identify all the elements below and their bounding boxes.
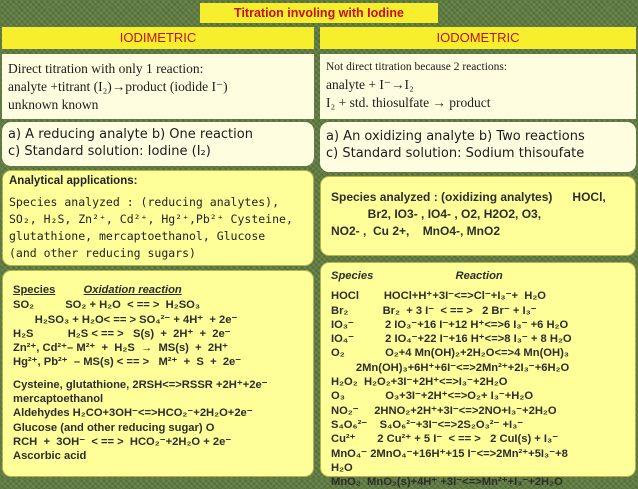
reaction-row: [13, 370, 303, 378]
definition-line: I₂ + std. thiosulfate → product: [326, 95, 491, 110]
table-head-species: Species: [13, 284, 56, 296]
reaction-row: H₂O₂ H₂O₂+3I⁻+2H⁺<=>I₃⁻+2H₂O: [331, 376, 508, 389]
reaction-row: Cysteine, glutathione, 2RSH<=>RSSR +2H⁺+2e⁻: [13, 378, 268, 391]
iodimetric-definition: [2, 54, 314, 119]
feature-line: a) A reducing analyte b) One reaction: [8, 127, 253, 142]
iodimetric-reaction-table: [2, 270, 314, 477]
feature-line: c) Standard solution: Sodium thisoufate: [326, 146, 585, 161]
reaction-row: MnO₄⁻ 2MnO₄⁻+16H⁺+15 I⁻<=>2Mn²⁺+5I₃⁻+8: [331, 447, 568, 460]
reaction-row: S₄O₆²⁻ S₄O₆²⁻+3I⁻<=>2S₂O₃²⁻ +I₃⁻: [331, 418, 524, 431]
table-head-reaction: Oxidation reaction: [83, 284, 182, 296]
table-head-reaction: Reaction: [455, 270, 503, 282]
applications-line: (and other reducing sugars): [9, 246, 196, 260]
definition-line: analyte + I⁻→I₂: [326, 77, 414, 92]
reaction-row: Br₂ Br₂ + 3 I⁻ < == > 2 Br⁻ + I₃⁻: [331, 304, 537, 317]
reaction-row: RCH + 3OH⁻ < == > HCO₂⁻+2H₂O + 2e⁻: [13, 435, 232, 448]
reaction-row: O₂ O₂+4 Mn(OH)₂+2H₂O<=>4 Mn(OH)₃: [331, 347, 569, 360]
iodimetric-features: [2, 122, 314, 166]
definition-note: Not direct titration because 2 reactions:: [326, 61, 508, 73]
feature-line: a) An oxidizing analyte b) Two reactions: [326, 129, 585, 144]
slide-title: Titration involing with Iodine: [200, 3, 438, 23]
species-line: Species analyzed : (oxidizing analytes) HOCl,: [331, 190, 606, 204]
applications-line: Species analyzed : (reducing analytes),: [9, 195, 280, 209]
reaction-row: Cu²⁺ 2 Cu²⁺ + 5 I⁻ < == > 2 CuI(s) + I₃⁻: [331, 433, 559, 446]
iodometric-reaction-table: [320, 262, 636, 489]
reaction-row: Aldehydes H₂CO+3OH⁻<=>HCO₂⁻+2H₂O+2e⁻: [13, 407, 253, 420]
reaction-row: IO₃⁻ 2 IO₃⁻+16 I⁻+12 H⁺<=>6 I₃⁻ +6 H₂O: [331, 318, 569, 331]
definition-line: unknown known: [8, 97, 99, 112]
reaction-row: SO₂ SO₂ + H₂O < == > H₂SO₃: [13, 299, 201, 312]
iodometric-features: [320, 122, 636, 172]
reaction-row: Zn²⁺, Cd²⁺– M²⁺ + H₂S → MS(s) + 2H⁺: [13, 342, 229, 355]
iodometric-definition: [320, 54, 636, 119]
reaction-row: mercaptoethanol: [13, 393, 104, 406]
reaction-row: IO₄⁻ 2 IO₄⁻+22 I⁻+16 H⁺<=>8 I₃⁻ + 8 H₂O: [331, 333, 572, 346]
reaction-row: NO₂⁻ 2HNO₂+2H⁺+3I⁻<=>2NO+I₃⁻+2H₂O: [331, 404, 557, 417]
reaction-row: O₃ O₃+3I⁻+2H⁺<=>O₂+ I₃⁻+H₂O: [331, 390, 534, 403]
reaction-row: H₂O: [331, 461, 353, 474]
iodometric-header: IODOMETRIC: [320, 27, 636, 49]
reaction-row: MnO₂ MnO₂(s)+4H⁺ +3I⁻<=>Mn²⁺+I₃⁻+2H₂O: [331, 476, 563, 489]
feature-line: c) Standard solution: Iodine (I₂): [8, 144, 211, 159]
reaction-row: Ascorbic acid: [13, 450, 87, 463]
applications-title: Analytical applications:: [9, 175, 138, 187]
reaction-row: Hg²⁺, Pb²⁺ – MS(s) < == > M²⁺ + S + 2e⁻: [13, 356, 242, 369]
applications-line: glutathione, mercaptoethanol, Glucose: [9, 229, 266, 243]
reaction-row: H₂SO₃ + H₂O< == > SO₄²⁻ + 4H⁺ + 2e⁻: [13, 313, 238, 326]
definition-line: Direct titration with only 1 reaction:: [8, 61, 204, 76]
definition-line: analyte +titrant (I₂)→product (iodide I⁻): [8, 79, 228, 94]
reaction-row: Glucose (and other reducing sugar) O: [13, 421, 215, 434]
reaction-row: H₂S H₂S < == > S(s) + 2H⁺ + 2e⁻: [13, 327, 231, 340]
iodimetric-header: IODIMETRIC: [2, 27, 314, 49]
species-line: NO2- , Cu 2+, MnO4-, MnO2: [331, 224, 501, 238]
iodometric-species: [320, 176, 636, 256]
reaction-row: HOCl HOCl+H⁺+3I⁻<=>Cl⁻+I₃⁻+ H₂O: [331, 290, 547, 303]
iodimetric-applications: [2, 170, 314, 266]
table-head-species: Species: [331, 270, 374, 282]
reaction-row: 2Mn(OH)₃+6H⁺+6I⁻<=>2Mn²⁺+2I₃⁻+6H₂O: [331, 361, 570, 374]
applications-line: SO₂, H₂S, Zn²⁺, Cd²⁺, Hg²⁺,Pb²⁺ Cysteine,: [9, 212, 293, 226]
species-line: Br2, IO3- , IO4- , O2, H2O2, O3,: [331, 207, 542, 221]
